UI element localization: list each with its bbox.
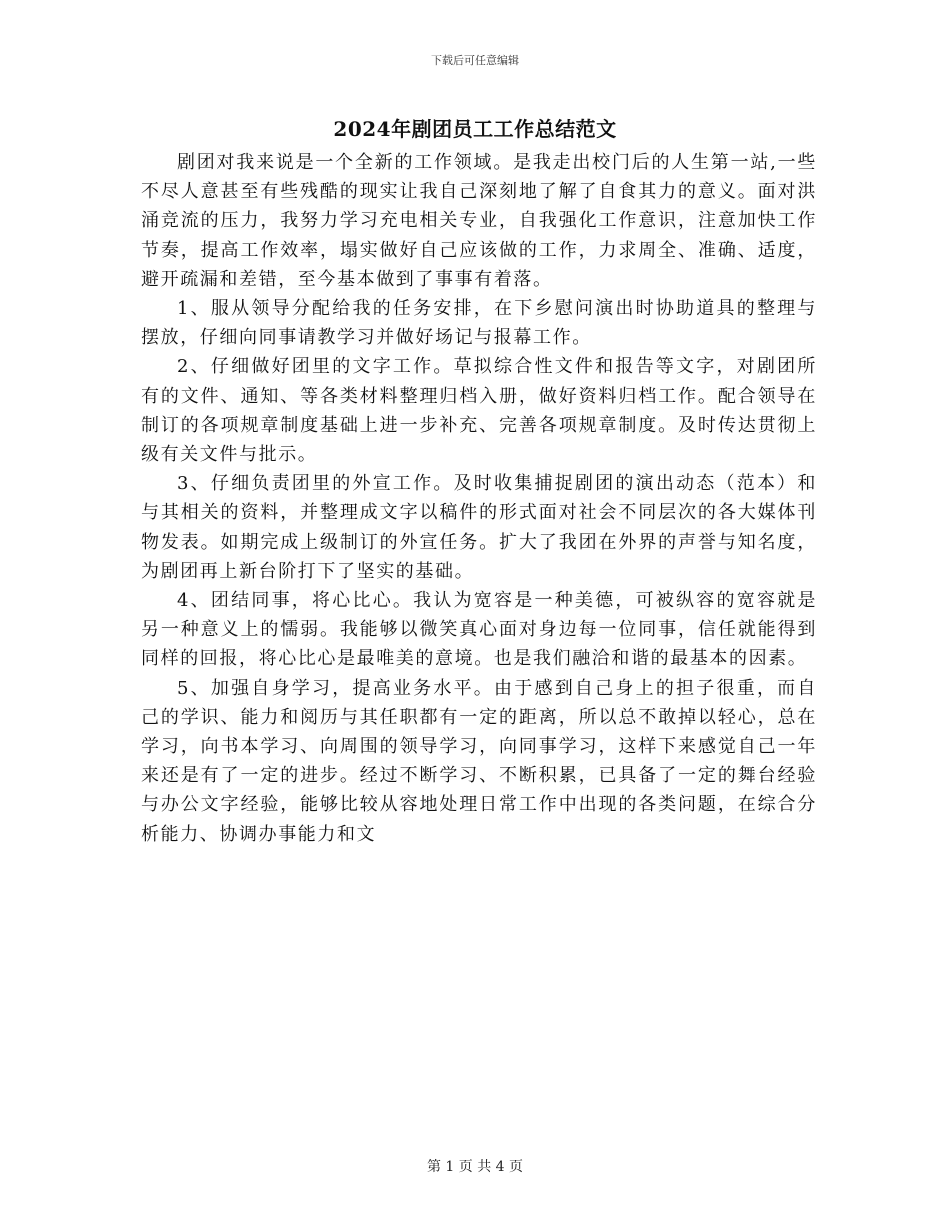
- paragraph-item-1: 1、服从领导分配给我的任务安排，在下乡慰问演出时协助道具的整理与摆放，仔细向同事请教学习并做好场记与报幕工作。: [141, 298, 817, 349]
- document-title: 2024年剧团员工工作总结范文: [333, 117, 617, 141]
- paragraph-intro: 剧团对我来说是一个全新的工作领域。是我走出校门后的人生第一站,一些不尽人意甚至有些残酷的现实让我自己深刻地了解了自食其力的意义。面对洪涌竞流的压力，我努力学习充电相关专业，自我强化工作意识，注意加快工作节奏，提高工作效率，塌实做好自己应该做的工作，力求周全、准确、适度，避开疏漏和差错，至今基本做到了事事有着落。: [141, 152, 817, 290]
- paragraph-item-3: 3、仔细负责团里的外宣工作。及时收集捕捉剧团的演出动态（范本）和与其相关的资料，并整理成文字以稿件的形式面对社会不同层次的各大媒体刊物发表。如期完成上级制订的外宣任务。扩大了我团在外界的声誉与知名度，为剧团再上新台阶打下了坚实的基础。: [141, 473, 817, 582]
- header-note: 下载后可任意编辑: [431, 54, 519, 67]
- paragraph-item-5: 5、加强自身学习，提高业务水平。由于感到自己身上的担子很重，而自己的学识、能力和阅历与其任职都有一定的距离，所以总不敢掉以轻心，总在学习，向书本学习、向周围的领导学习，向同事学习，这样下来感觉自己一年来还是有了一定的进步。经过不断学习、不断积累，已具备了一定的舞台经验与办公文字经验，能够比较从容地处理日常工作中出现的各类问题，在综合分析能力、协调办事能力和文: [141, 677, 817, 845]
- page-footer: 第 1 页 共 4 页: [426, 1159, 524, 1175]
- paragraph-item-4: 4、团结同事，将心比心。我认为宽容是一种美德，可被纵容的宽容就是另一种意义上的懦弱。我能够以微笑真心面对身边每一位同事，信任就能得到同样的回报，将心比心是最唯美的意境。也是我们融洽和谐的最基本的因素。: [141, 590, 817, 670]
- paragraph-item-2: 2、仔细做好团里的文字工作。草拟综合性文件和报告等文字，对剧团所有的文件、通知、等各类材料整理归档入册，做好资料归档工作。配合领导在制订的各项规章制度基础上进一步补充、完善各项规章制度。及时传达贯彻上级有关文件与批示。: [141, 356, 817, 466]
- document-body: [141, 148, 817, 849]
